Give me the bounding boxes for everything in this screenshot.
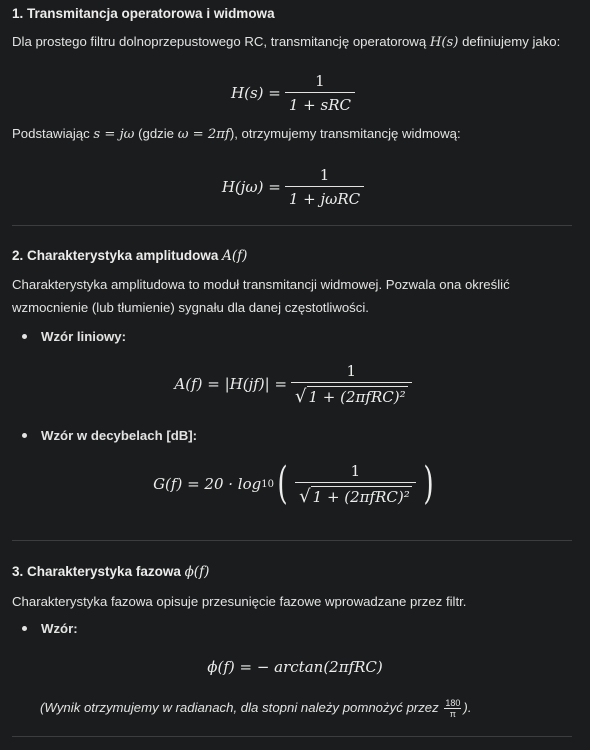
radians-note <box>40 698 471 719</box>
right-paren: ) <box>423 458 434 509</box>
eq3-radicand: 1 + (2πfRC)² <box>308 388 406 406</box>
section-2-heading-symbol: A(f) <box>222 248 248 264</box>
eq3-numerator: 1 <box>346 362 357 380</box>
intro-suffix: definiujemy jako: <box>462 34 561 49</box>
eq4-lhs: G(f) = 20 · log <box>153 475 262 493</box>
eq4-numerator: 1 <box>350 462 361 480</box>
subst-prefix: Podstawiając <box>12 126 90 141</box>
eq3-lhs: A(f) = |H(jf)| = <box>174 375 288 393</box>
eq2-fraction <box>285 166 364 208</box>
eq3-fraction <box>291 362 412 406</box>
subst-suffix: ), otrzymujemy transmitancję widmową: <box>229 126 461 141</box>
section-3-heading-symbol: ϕ(f) <box>184 564 210 580</box>
eq1-denominator: 1 + sRC <box>285 92 355 114</box>
bullet-dot <box>22 433 27 438</box>
equation-h-jw <box>0 166 590 208</box>
bullet-decibel-label: Wzór w decybelach [dB]: <box>41 428 198 443</box>
section-2-para-line2: wzmocnienie (lub tłumienie) sygnału dla danej częstotliwości. <box>12 300 369 315</box>
subst-mid: (gdzie <box>138 126 175 141</box>
section-3-heading <box>12 564 209 580</box>
equation-gain-db <box>0 458 590 509</box>
left-paren: ( <box>277 458 288 509</box>
section-2-heading <box>12 248 247 264</box>
equation-phase <box>0 658 590 676</box>
sqrt-sign: √ 1 + (2πfRC)² <box>295 386 406 407</box>
intro-symbol: H(s) <box>429 35 459 50</box>
divider-3 <box>12 736 572 737</box>
intro-prefix: Dla prostego filtru dolnoprzepustowego RC, transmitancję operatorową <box>12 34 427 49</box>
eq4-fraction <box>295 462 416 506</box>
subst-expr2: ω = 2πf <box>177 127 230 142</box>
eq3-denominator <box>291 382 412 406</box>
eq2-lhs: H(jω) = <box>221 178 281 196</box>
bullet-formula <box>22 621 78 636</box>
bullet-linear-label: Wzór liniowy: <box>41 329 126 344</box>
eq1-numerator: 1 <box>315 72 325 90</box>
section-2-para-line1: Charakterystyka amplitudowa to moduł transmitancji widmowej. Pozwala ona określić <box>12 277 510 292</box>
note-fraction <box>444 698 461 719</box>
bullet-dot <box>22 626 27 631</box>
equation-h-s <box>0 72 590 114</box>
sqrt-sign: √ 1 + (2πfRC)² <box>299 486 410 507</box>
note-suffix: ). <box>463 699 472 715</box>
eq5-expression: ϕ(f) = − arctan(2πfRC) <box>207 658 383 676</box>
eq2-numerator: 1 <box>319 166 330 184</box>
note-prefix: (Wynik otrzymujemy w radianach, dla stopni należy pomnożyć przez <box>40 699 439 715</box>
bullet-decibel <box>22 428 197 443</box>
note-fraction-num: 180 <box>445 698 461 708</box>
substitution-text <box>12 122 576 146</box>
section-3-para: Charakterystyka fazowa opisuje przesunięcie fazowe wprowadzane przez filtr. <box>12 594 467 609</box>
eq1-lhs: H(s) = <box>231 84 281 102</box>
section-2-heading-text: 2. Charakterystyka amplitudowa <box>12 248 219 263</box>
divider-1 <box>12 225 572 226</box>
section-3-heading-text: 3. Charakterystyka fazowa <box>12 564 181 579</box>
eq4-denominator <box>295 482 416 506</box>
bullet-linear <box>22 329 126 344</box>
equation-amplitude <box>0 362 590 406</box>
bullet-formula-label: Wzór: <box>41 621 78 636</box>
eq4-radicand: 1 + (2πfRC)² <box>312 488 410 506</box>
eq1-fraction <box>285 72 355 114</box>
subst-expr: s = jω <box>93 127 135 142</box>
section-1-intro <box>12 30 576 54</box>
bullet-dot <box>22 334 27 339</box>
eq2-denominator: 1 + jωRC <box>285 186 364 208</box>
divider-2 <box>12 540 572 541</box>
section-1-heading: 1. Transmitancja operatorowa i widmowa <box>12 6 275 21</box>
eq4-log-base: 10 <box>261 478 274 490</box>
note-fraction-den: π <box>449 709 457 719</box>
